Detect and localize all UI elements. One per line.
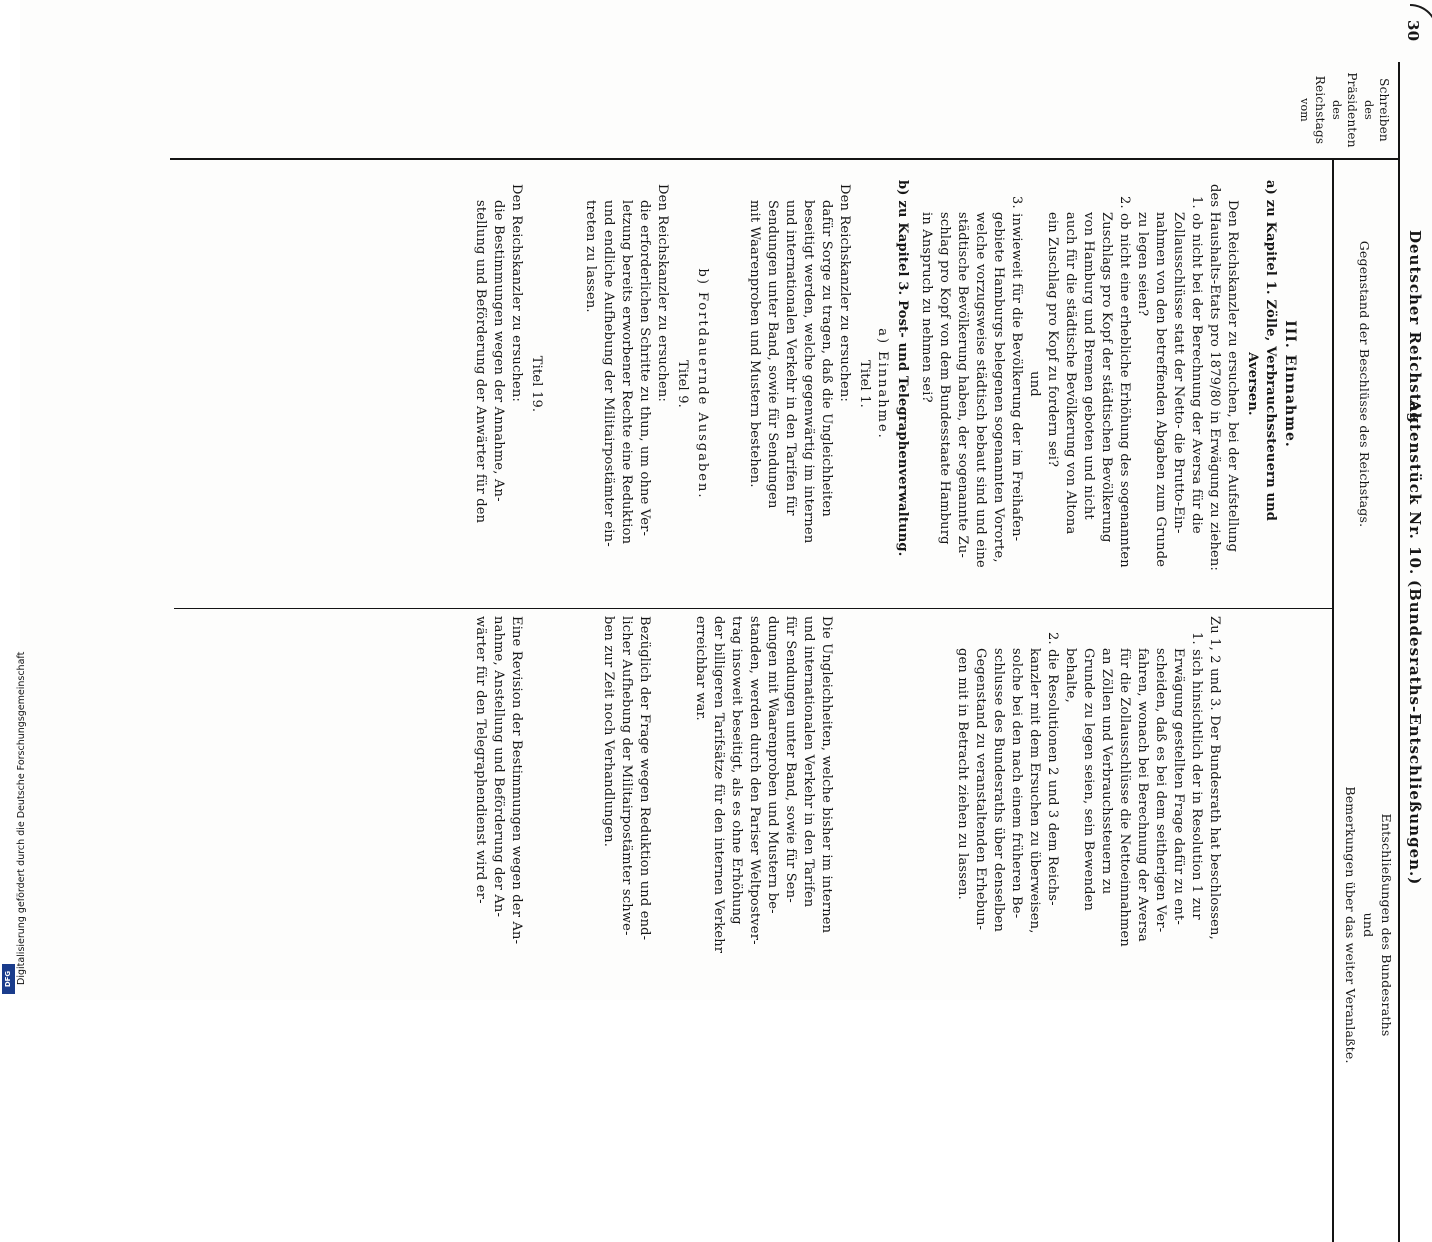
right-line-c: Bezüglich der Frage wegen Reduktion und end- <box>637 616 652 941</box>
right-line-a: scheiden, daß es bei dem seitherigen Ver- <box>1153 648 1168 933</box>
left-line: Zollausschlüsse statt der Netto- die Brutto-Ein- <box>1171 212 1186 534</box>
right-column-header-3: Bemerkungen über das weiter Veranlaßte. <box>1343 786 1358 1064</box>
left-line-b: dafür Sorge zu tragen, daß die Ungleichheiten <box>819 200 834 517</box>
left-line: auch für die städtische Bevölkerung von Altona <box>1063 212 1078 535</box>
right-line-a: Erwägung gestellten Frage dafür zu ent- <box>1171 648 1186 926</box>
left-line: nahmen von den betreffenden Abgaben zum Grunde <box>1153 212 1168 568</box>
right-line-a: Grunde zu legen seien, sein Bewenden <box>1081 648 1096 912</box>
left-line: schlag pro Kopf von dem Bundesstaate Hamburg <box>937 212 952 545</box>
titel-9: Titel 9. <box>675 359 690 409</box>
left-line-d: die Bestimmungen wegen der Annahme, An- <box>491 200 506 502</box>
right-line-a: für die Zollausschlüsse die Nettoeinnahmen <box>1117 648 1132 947</box>
right-line-a: behalte, <box>1063 648 1078 703</box>
left-line: zu legen seien? <box>1135 212 1150 317</box>
left-line-c: letzung bereits erworbener Rechte eine Reduktion <box>619 200 634 545</box>
right-line-d: nahme, Anstellung und Beförderung der An- <box>491 616 506 918</box>
header-subtitle: (Bundesraths-Entschließungen.) <box>1406 580 1424 886</box>
right-line-c: licher Aufhebung der Militairpostämter schwe- <box>619 616 634 936</box>
dfg-logo-icon: DFG <box>2 964 15 994</box>
right-column-header-2: und <box>1361 912 1376 938</box>
left-line-c: und endliche Aufhebung der Militairpostämter ein- <box>601 200 616 547</box>
right-line-d: wärter für den Telegraphendienst wird er- <box>473 616 488 904</box>
left-line: städtische Bevölkerung haben, der sogenannte Zu- <box>955 212 970 559</box>
margin-note: Schreiben des Präsidenten des <box>1330 72 1391 148</box>
right-line-a: 1. sich hinsichtlich der in Resolution 1 zur <box>1189 632 1204 920</box>
left-line-c: die erforderlichen Schritte zu thun, um ohne Ver- <box>637 200 652 537</box>
left-line-c: treten zu lassen. <box>583 200 598 313</box>
left-line-b: mit Waarenproben und Mustern bestehen. <box>747 200 762 488</box>
subsection-b: b) zu Kapitel 3. Post- und Telegraphenverwaltung. <box>895 180 910 557</box>
right-line-b: standen, werden durch den Pariser Weltpostver- <box>747 616 762 945</box>
header-document: Aktenstück Nr. 10. <box>1406 400 1424 576</box>
left-line: gebiete Hamburgs belegenen sogenannten Vororte, <box>991 212 1006 563</box>
right-line-b: trag insoweit beseitigt, als es ohne Erhöhung <box>729 616 744 925</box>
right-column-header-1: Entschließungen des Bundesraths <box>1379 813 1394 1037</box>
right-line-a: kanzler mit dem Ersuchen zu überweisen, <box>1027 648 1042 934</box>
left-line: und <box>1027 371 1042 397</box>
right-line-b: für Sendungen unter Band, sowie für Sen- <box>783 616 798 903</box>
right-line-a: 2. die Resolutionen 2 und 3 dem Reichs- <box>1045 632 1060 906</box>
left-line: 3. inwieweit für die Bevölkerung der im Freihafen- <box>1009 196 1024 542</box>
left-line-d: Den Reichskanzler zu ersuchen: <box>509 184 524 403</box>
right-line-a: an Zöllen und Verbrauchssteuern zu <box>1099 648 1114 895</box>
right-line-a: gen mit in Betracht ziehen zu lassen. <box>955 648 970 900</box>
left-line-b: Den Reichskanzler zu ersuchen: <box>837 184 852 403</box>
left-line: 2. ob nicht eine erhebliche Erhöhung des sogenannten <box>1117 196 1132 568</box>
right-line-b: erreichbar war. <box>693 616 708 721</box>
subsection-b-b: b) Fortdauernde Ausgaben. <box>695 268 710 500</box>
right-line-d: Eine Revision der Bestimmungen wegen der An- <box>509 616 524 945</box>
margin-note-continued: Reichstags vom <box>1298 75 1327 145</box>
left-column-header: Gegenstand der Beschlüsse des Reichstags. <box>1357 240 1372 528</box>
left-line-b: und internationalen Verkehr in den Tarifen für <box>783 200 798 516</box>
right-line-c: ben zur Zeit noch Verhandlungen. <box>601 616 616 848</box>
left-line: in Anspruch zu nehmen sei? <box>919 212 934 403</box>
left-line-c: Den Reichskanzler zu ersuchen: <box>655 184 670 403</box>
left-line: welche vorzugsweise städtisch bebaut sind und eine <box>973 212 988 568</box>
right-line-a: solche bei den nach einem früheren Be- <box>1009 648 1024 919</box>
right-line-b: Die Ungleichheiten, welche bisher im internen <box>819 616 834 934</box>
left-line: des Haushalts-Etats pro 1879/80 in Erwägung zu ziehen: <box>1207 184 1222 572</box>
left-line-b: Sendungen unter Band, sowie für Sendungen <box>765 200 780 509</box>
subsection-a2: Aversen. <box>1245 352 1260 416</box>
right-line-a: schlusse des Bundesraths über denselben <box>991 648 1006 933</box>
right-line-a: Gegenstand zu veranstaltenden Erhebun- <box>973 648 988 931</box>
left-line: 1. ob nicht bei der Berechnung der Aversa für die <box>1189 196 1204 534</box>
right-line-a: fahren, wonach bei Berechnung der Aversa <box>1135 648 1150 942</box>
rotated-page <box>116 0 1424 1064</box>
digitization-strip <box>0 0 27 1000</box>
left-line: Zuschlags pro Kopf der städtischen Bevölkerung <box>1099 212 1114 543</box>
right-line-b: der billigeren Tarifsätze für den internen Verkehr <box>711 616 726 954</box>
page-number: 30 <box>1404 20 1422 42</box>
right-line-b: und internationalen Verkehr in den Tarifen <box>801 616 816 908</box>
left-line: Den Reichskanzler zu ersuchen, bei der Aufstellung <box>1225 200 1240 553</box>
right-line-a: Zu 1, 2 und 3. Der Bundesrath hat beschlossen, <box>1207 616 1222 940</box>
titel-19: Titel 19. <box>529 355 544 413</box>
column-header-rule <box>1332 158 1334 1242</box>
subsection-a: a) zu Kapitel 1. Zölle, Verbrauchssteuern und <box>1263 180 1278 522</box>
left-line-b: beseitigt werden, welche gegenwärtig im internen <box>801 200 816 544</box>
header-title: Deutscher Reichstag. <box>1406 230 1424 431</box>
right-line-b: dungen mit Waarenproben und Mustern be- <box>765 616 780 914</box>
margin-rule <box>170 158 1400 160</box>
header-rule <box>1398 62 1400 1242</box>
column-divider <box>174 608 1334 609</box>
left-line-d: stellung und Beförderung der Anwärter für den <box>473 200 488 524</box>
left-line: ein Zuschlag pro Kopf zu fordern sei? <box>1045 212 1060 468</box>
titel-1: Titel 1. <box>857 359 872 409</box>
digitization-note: Digitalisierung gefördert durch die Deutsche Forschungsgemeinschaft <box>16 651 27 985</box>
subsection-b-a: a) Einnahme. <box>875 328 890 440</box>
section-title: III. Einnahme. <box>1282 320 1298 448</box>
left-line: von Hamburg und Bremen geboten und nicht <box>1081 212 1096 520</box>
